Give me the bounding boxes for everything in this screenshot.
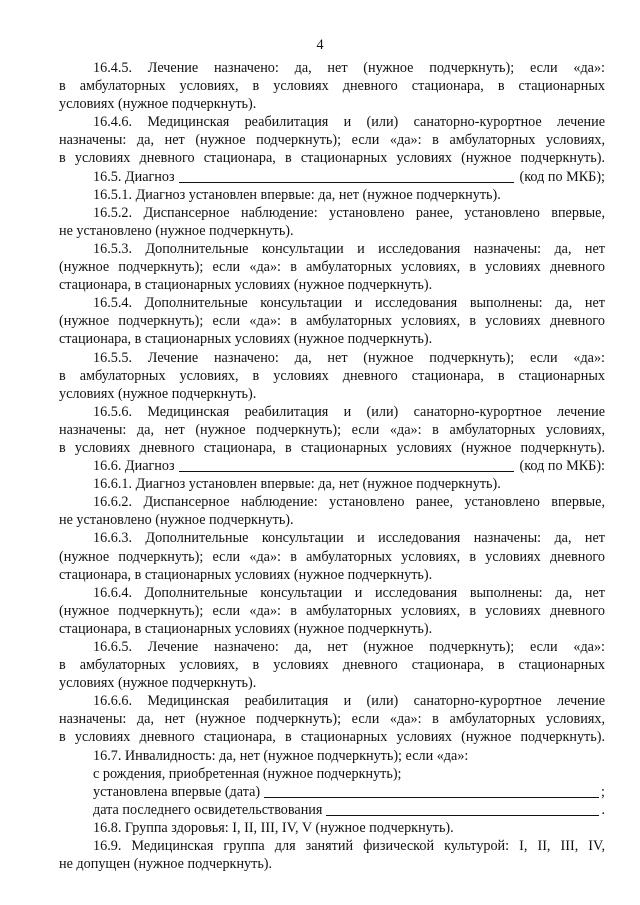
diagnosis-label: 16.6. Диагноз: [93, 458, 175, 475]
line-16-6-5: 16.6.5. Лечение назначено: да, нет (нужное подчеркнуть); если «да»:: [93, 639, 605, 655]
diagnosis-blank-field[interactable]: [179, 168, 514, 183]
disability-date-field[interactable]: [264, 783, 599, 798]
line: стационара, в стационарных условиях (нужное подчеркнуть).: [59, 566, 433, 583]
line-16-5-5: 16.5.5. Лечение назначено: да, нет (нужное подчеркнуть); если «да»:: [93, 349, 605, 366]
line-16-6-2: 16.6.2. Диспансерное наблюдение: установлено ранее, установлено впервые,: [93, 494, 605, 511]
line: (нужное подчеркнуть); если «да»: в амбулаторных условиях, в условиях дневного: [59, 259, 605, 276]
semicolon: ;: [601, 783, 605, 800]
line: не установлено (нужное подчеркнуть).: [59, 512, 294, 529]
line-16-6-6: 16.6.6. Медицинская реабилитация и (или) санаторно-курортное лечение: [93, 693, 605, 710]
diagnosis-line-16-6: [59, 457, 605, 475]
line: условиях (нужное подчеркнуть).: [59, 675, 257, 692]
line: стационара, в стационарных условиях (нужное подчеркнуть).: [59, 277, 433, 294]
last-examination-date-line: [59, 801, 605, 819]
line: условиях (нужное подчеркнуть).: [59, 96, 257, 113]
line: не установлено (нужное подчеркнуть).: [59, 222, 294, 239]
line: не допущен (нужное подчеркнуть).: [59, 856, 273, 873]
line: в амбулаторных условиях, в условиях дневного стационара, в стационарных: [59, 367, 605, 384]
line-16-5-2: 16.5.2. Диспансерное наблюдение: установлено ранее, установлено впервые,: [93, 204, 605, 221]
last-examination-date-label: дата последнего освидетельствования: [93, 801, 323, 818]
line: в условиях дневного стационара, в стационарных условиях (нужное подчеркнуть).: [59, 439, 605, 456]
line-16-4-6: 16.4.6. Медицинская реабилитация и (или) санаторно-курортное лечение: [93, 114, 605, 131]
line: в амбулаторных условиях, в условиях дневного стационара, в стационарных: [59, 657, 605, 674]
line: (нужное подчеркнуть); если «да»: в амбулаторных условиях, в условиях дневного: [59, 548, 605, 565]
disability-date-label: установлена впервые (дата): [93, 783, 261, 800]
icd-code-label: (код по МКБ):: [519, 458, 605, 475]
diagnosis-blank-field[interactable]: [179, 457, 514, 472]
line: назначены: да, нет (нужное подчеркнуть); если «да»: в амбулаторных условиях,: [59, 421, 605, 438]
diagnosis-label: 16.5. Диагноз: [93, 168, 175, 185]
line: стационара, в стационарных условиях (нужное подчеркнуть).: [59, 331, 433, 348]
line: стационара, в стационарных условиях (нужное подчеркнуть).: [59, 620, 433, 637]
line: назначены: да, нет (нужное подчеркнуть); если «да»: в амбулаторных условиях,: [59, 711, 605, 728]
line-16-4-5: 16.4.5. Лечение назначено: да, нет (нужное подчеркнуть); если «да»:: [93, 60, 605, 76]
line-16-6-4: 16.6.4. Дополнительные консультации и исследования выполнены: да, нет: [93, 584, 605, 601]
line: назначены: да, нет (нужное подчеркнуть); если «да»: в амбулаторных условиях,: [59, 132, 605, 149]
line: (нужное подчеркнуть); если «да»: в амбулаторных условиях, в условиях дневного: [59, 602, 605, 619]
line: в амбулаторных условиях, в условиях дневного стационара, в стационарных: [59, 78, 605, 95]
line: с рождения, приобретенная (нужное подчеркнуть);: [93, 765, 402, 782]
icd-code-label: (код по МКБ);: [519, 168, 605, 185]
line-16-9: 16.9. Медицинская группа для занятий физической культурой: I, II, III, IV,: [93, 838, 605, 855]
disability-date-line: [59, 783, 605, 801]
line-16-6-1: 16.6.1. Диагноз установлен впервые: да, нет (нужное подчеркнуть).: [93, 476, 501, 493]
page-number: 4: [316, 37, 324, 53]
last-examination-date-field[interactable]: [326, 801, 599, 816]
line-16-5-3: 16.5.3. Дополнительные консультации и исследования назначены: да, нет: [93, 240, 605, 257]
line-16-5-6: 16.5.6. Медицинская реабилитация и (или) санаторно-курортное лечение: [93, 403, 605, 420]
line-16-6-3: 16.6.3. Дополнительные консультации и исследования назначены: да, нет: [93, 530, 605, 547]
line-16-8: 16.8. Группа здоровья: I, II, III, IV, V (нужное подчеркнуть).: [93, 819, 454, 836]
line: условиях (нужное подчеркнуть).: [59, 385, 257, 402]
document-body: [59, 59, 605, 873]
line: в условиях дневного стационара, в стационарных условиях (нужное подчеркнуть).: [59, 150, 605, 167]
line-16-7: 16.7. Инвалидность: да, нет (нужное подчеркнуть); если «да»:: [93, 747, 469, 764]
line-16-5-1: 16.5.1. Диагноз установлен впервые: да, нет (нужное подчеркнуть).: [93, 186, 501, 203]
line-16-5-4: 16.5.4. Дополнительные консультации и исследования выполнены: да, нет: [93, 295, 605, 312]
line: (нужное подчеркнуть); если «да»: в амбулаторных условиях, в условиях дневного: [59, 313, 605, 330]
period: .: [601, 801, 605, 818]
diagnosis-line-16-5: [59, 168, 605, 186]
line: в условиях дневного стационара, в стационарных условиях (нужное подчеркнуть).: [59, 729, 605, 746]
